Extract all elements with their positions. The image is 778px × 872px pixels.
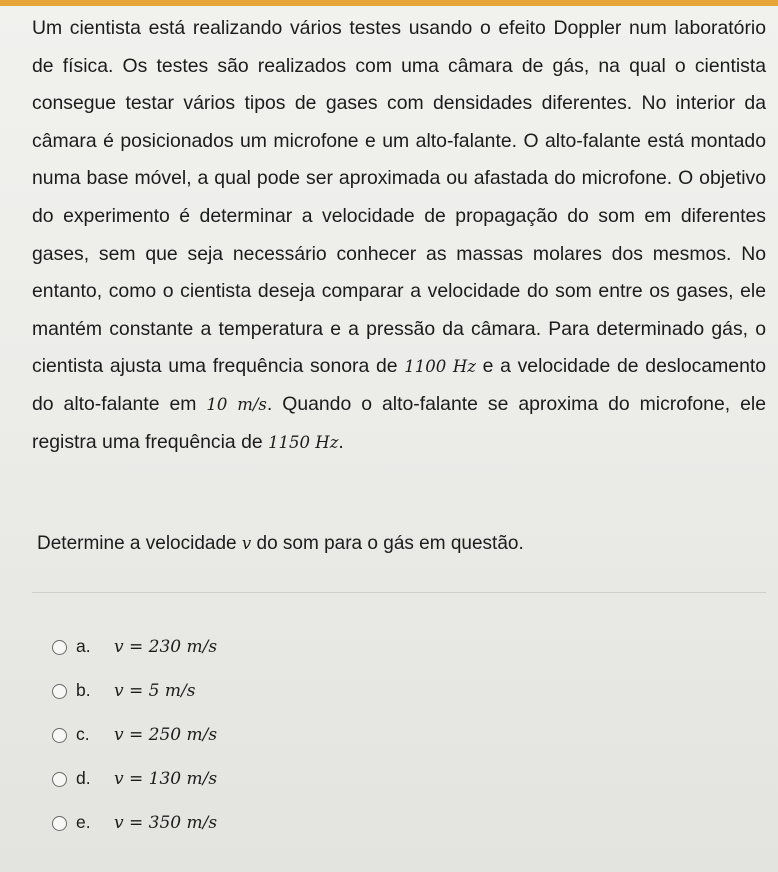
option-a[interactable] (48, 630, 548, 674)
option-letter: a. (76, 636, 91, 656)
prompt-after: do som para o gás em questão. (256, 533, 524, 554)
question-prompt (37, 533, 524, 555)
question-mid-2: . Quando o alto-falante se aproxima do microfone, ele registra uma frequência de (32, 392, 766, 453)
frequency-received: 1150 Hz (268, 432, 339, 452)
answer-options (48, 630, 548, 850)
question-mid-1: e a velocidade de deslocamento do alto-falante em (32, 355, 767, 415)
prompt-before: Determine a velocidade (37, 533, 237, 554)
option-value: v = 250 m/s (114, 725, 218, 745)
option-b[interactable] (48, 674, 548, 718)
radio-button[interactable] (52, 728, 67, 743)
question-text (32, 10, 766, 461)
top-accent-bar (0, 0, 778, 6)
option-d[interactable] (48, 762, 548, 806)
radio-button[interactable] (52, 640, 67, 655)
speaker-speed: 10 m/s (206, 394, 267, 414)
option-value: v = 5 m/s (114, 681, 196, 701)
question-intro: Um cientista está realizando vários testes usando o efeito Doppler num laboratório de física. Os testes são realizados com uma câmara de gás, na qual o cientista consegue testar vários tipos de gases com densidades diferentes. No interior da câmara é posicionados um microfone e um alto-falante. O alto-falante está montado numa base móvel, a qual pode ser aproximada ou afastada do microfone. O objetivo do experimento é determinar a velocidade de propagação do som em diferentes gases, sem que seja necessário conhecer as massas molares dos mesmos. No entanto, como o cientista deseja comparar a velocidade do som entre os gases, ele mantém constante a temperatura e a pressão da câmara. Para determinado gás, o cientista ajusta uma frequência sonora de (32, 17, 766, 378)
frequency-emitted: 1100 Hz (404, 357, 476, 377)
option-value: v = 350 m/s (114, 813, 218, 833)
option-letter: c. (76, 724, 90, 744)
divider (32, 592, 766, 593)
option-letter: e. (76, 812, 91, 832)
option-value: v = 130 m/s (114, 769, 218, 789)
radio-button[interactable] (52, 684, 67, 699)
radio-button[interactable] (52, 816, 67, 831)
option-value: v = 230 m/s (114, 637, 218, 657)
option-letter: d. (76, 768, 91, 788)
option-c[interactable] (48, 718, 548, 762)
question-end: . (338, 430, 344, 453)
radio-button[interactable] (52, 772, 67, 787)
prompt-variable: v (241, 534, 252, 553)
option-letter: b. (76, 680, 91, 700)
option-e[interactable] (48, 806, 548, 850)
